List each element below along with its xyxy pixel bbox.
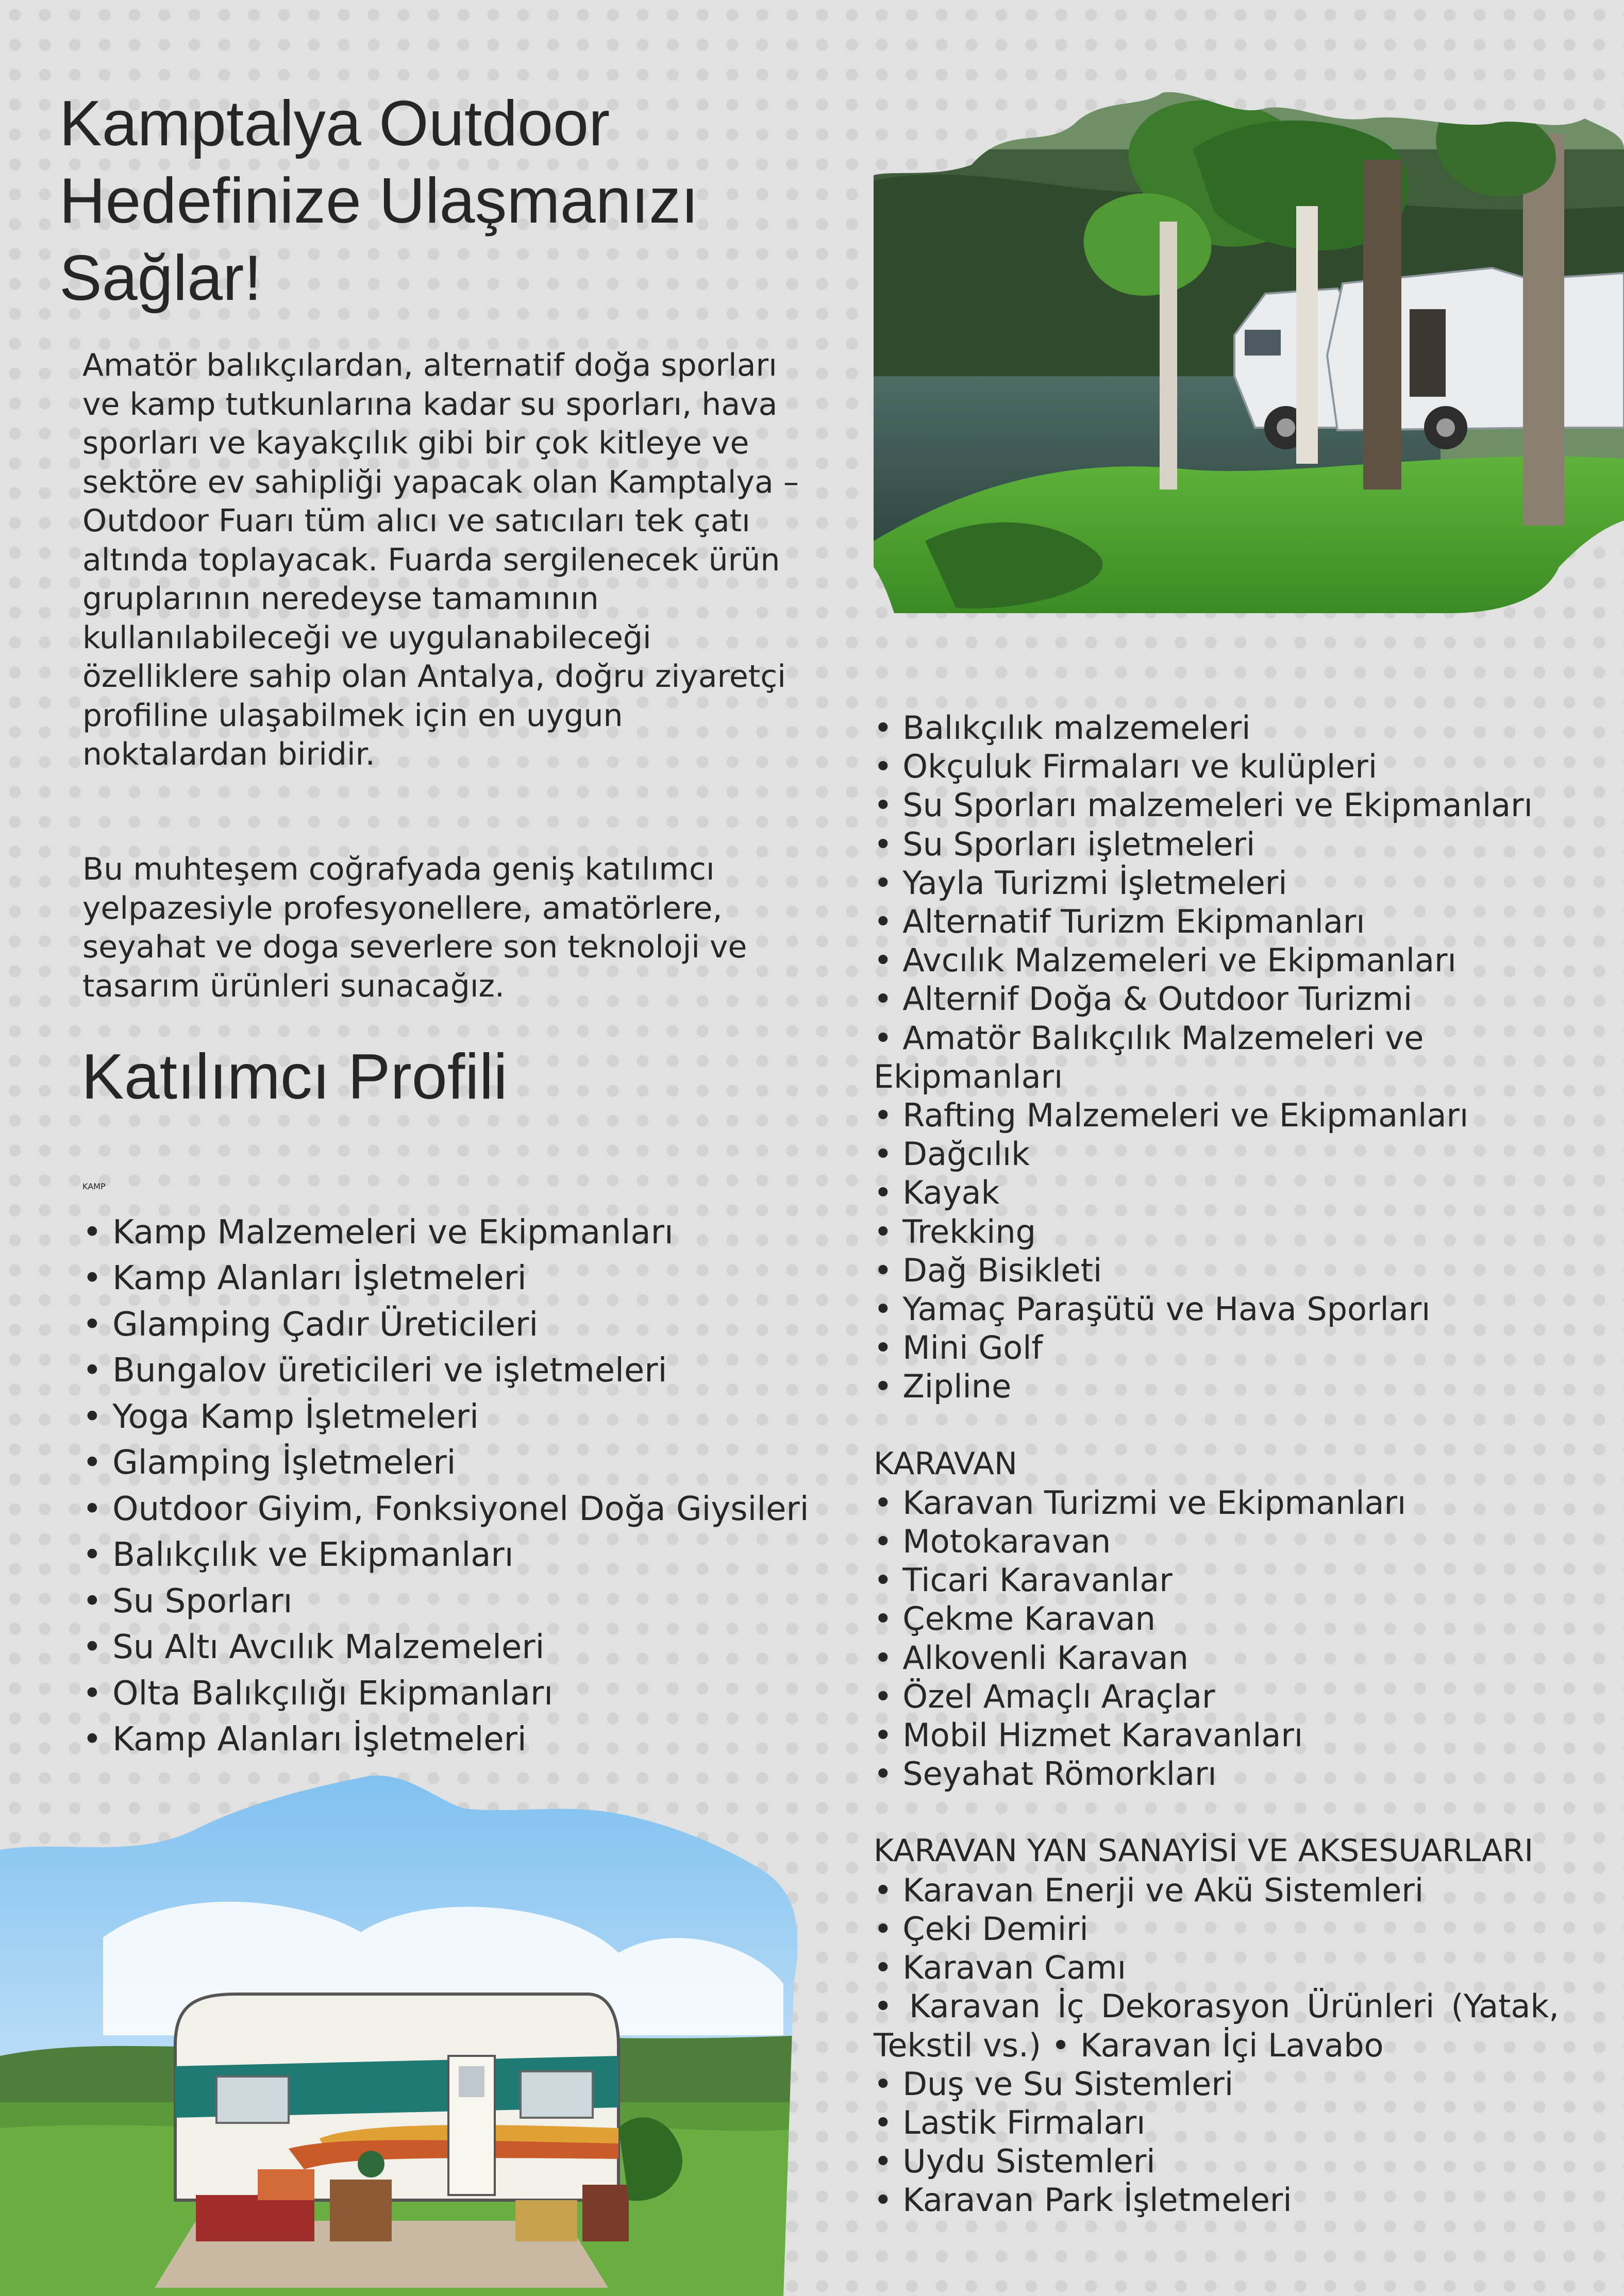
- intro-paragraph: Amatör balıkçılardan, alternatif doğa sporları ve kamp tutkunlarına kadar su sporları, hava sporları ve kayakçılık gibi bir çok kitleye ve sektöre ev sahipliği yapacak olan Kamptalya – Outdoor Fuarı tüm alıcı ve satıcıları tek çatı altında toplayacak. Fuarda sergilenecek ürün gruplarının neredeyse tamamının kullanılabileceği ve uygulanabileceği özelliklere sahip olan Antalya, doğru ziyaretçi profiline ulaşabilmek için en uygun noktalardan biridir.: [82, 347, 799, 772]
- list-item: • Seyahat Römorkları: [874, 1754, 1559, 1793]
- right-column: [874, 708, 1559, 2220]
- title-line: Sağlar!: [59, 243, 262, 314]
- list-item: • Karavan Park İşletmeleri: [874, 2181, 1559, 2219]
- list-item: • Karavan Camı: [874, 1948, 1559, 1987]
- list-item: • Zipline: [874, 1367, 1559, 1406]
- kamp-heading: KAMP: [82, 1181, 106, 1191]
- aksesuar-heading: KARAVAN YAN SANAYİSİ VE AKSESUARLARI: [874, 1833, 1534, 1869]
- list-item: • Mobil Hizmet Karavanları: [874, 1716, 1559, 1754]
- karavan-list: [874, 1483, 1559, 1794]
- title-line: Kamptalya Outdoor: [59, 88, 610, 159]
- list-item: • Kamp Alanları İşletmeleri: [82, 1717, 856, 1763]
- list-item: • Yoga Kamp İşletmeleri: [82, 1394, 856, 1441]
- list-item: • Balıkçılık malzemeleri: [874, 708, 1559, 747]
- list-item: • Karavan Enerji ve Akü Sistemleri: [874, 1871, 1559, 1910]
- list-item: • Rafting Malzemeleri ve Ekipmanları: [874, 1096, 1559, 1135]
- vintage-caravan-photo: [0, 1767, 804, 2296]
- list-item: • Motokaravan: [874, 1522, 1559, 1561]
- list-item: • Trekking: [874, 1212, 1559, 1251]
- list-item: • Alternif Doğa & Outdoor Turizmi: [874, 980, 1559, 1018]
- list-item: • Glamping Çadır Üreticileri: [82, 1302, 856, 1348]
- list-item: • Amatör Balıkçılık Malzemeleri ve Ekipmanları: [874, 1019, 1559, 1096]
- intro-paragraph: Bu muhteşem coğrafyada geniş katılımcı yelpazesiyle profesyonellere, amatörlere, seyahat ve doga severlere son teknoloji ve tasarım ürünleri sunacağız.: [82, 851, 747, 1004]
- list-item: • Dağcılık: [874, 1135, 1559, 1173]
- kamp-list: [82, 1210, 856, 1763]
- outdoor-list: [874, 708, 1559, 1406]
- list-item: • Çeki Demiri: [874, 1910, 1559, 1948]
- list-item: • Ticari Karavanlar: [874, 1561, 1559, 1599]
- list-item: • Olta Balıkçılığı Ekipmanları: [82, 1671, 856, 1717]
- list-item: • Karavan İç Dekorasyon Ürünleri (Yatak, Tekstil vs.) • Karavan İçi Lavabo: [874, 1987, 1559, 2064]
- list-item: • Bungalov üreticileri ve işletmeleri: [82, 1348, 856, 1394]
- motorhome-lake-photo: [874, 88, 1624, 616]
- list-item: • Yayla Turizmi İşletmeleri: [874, 864, 1559, 902]
- list-item: • Mini Golf: [874, 1328, 1559, 1367]
- list-item: • Outdoor Giyim, Fonksiyonel Doğa Giysileri: [82, 1487, 856, 1533]
- list-item: • Kayak: [874, 1173, 1559, 1212]
- list-item: • Su Altı Avcılık Malzemeleri: [82, 1625, 856, 1671]
- list-item: • Duş ve Su Sistemleri: [874, 2065, 1559, 2103]
- list-item: • Su Sporları işletmeleri: [874, 825, 1559, 864]
- list-item: • Çekme Karavan: [874, 1599, 1559, 1638]
- list-item: • Kamp Alanları İşletmeleri: [82, 1256, 856, 1302]
- page-title: [59, 85, 729, 317]
- kamp-section: [82, 1163, 856, 1763]
- list-item: • Lastik Firmaları: [874, 2103, 1559, 2142]
- list-item: • Dağ Bisikleti: [874, 1251, 1559, 1290]
- list-item: • Alkovenli Karavan: [874, 1639, 1559, 1677]
- list-item: • Özel Amaçlı Araçlar: [874, 1677, 1559, 1716]
- section-heading: Katılımcı Profili: [81, 1041, 508, 1112]
- list-item: • Alternatif Turizm Ekipmanları: [874, 902, 1559, 941]
- aksesuar-list: [874, 1871, 1559, 2220]
- list-item: • Glamping İşletmeleri: [82, 1440, 856, 1487]
- list-item: • Uydu Sistemleri: [874, 2142, 1559, 2181]
- list-item: • Su Sporları malzemeleri ve Ekipmanları: [874, 786, 1559, 824]
- list-item: • Kamp Malzemeleri ve Ekipmanları: [82, 1210, 856, 1256]
- list-item: • Okçuluk Firmaları ve kulüpleri: [874, 747, 1559, 786]
- list-item: • Karavan Turizmi ve Ekipmanları: [874, 1483, 1559, 1522]
- karavan-heading: KARAVAN: [874, 1445, 1017, 1482]
- title-line: Hedefinize Ulaşmanızı: [59, 165, 699, 237]
- list-item: • Avcılık Malzemeleri ve Ekipmanları: [874, 941, 1559, 980]
- list-item: • Balıkçılık ve Ekipmanları: [82, 1532, 856, 1579]
- list-item: • Yamaç Paraşütü ve Hava Sporları: [874, 1290, 1559, 1328]
- list-item: • Su Sporları: [82, 1579, 856, 1625]
